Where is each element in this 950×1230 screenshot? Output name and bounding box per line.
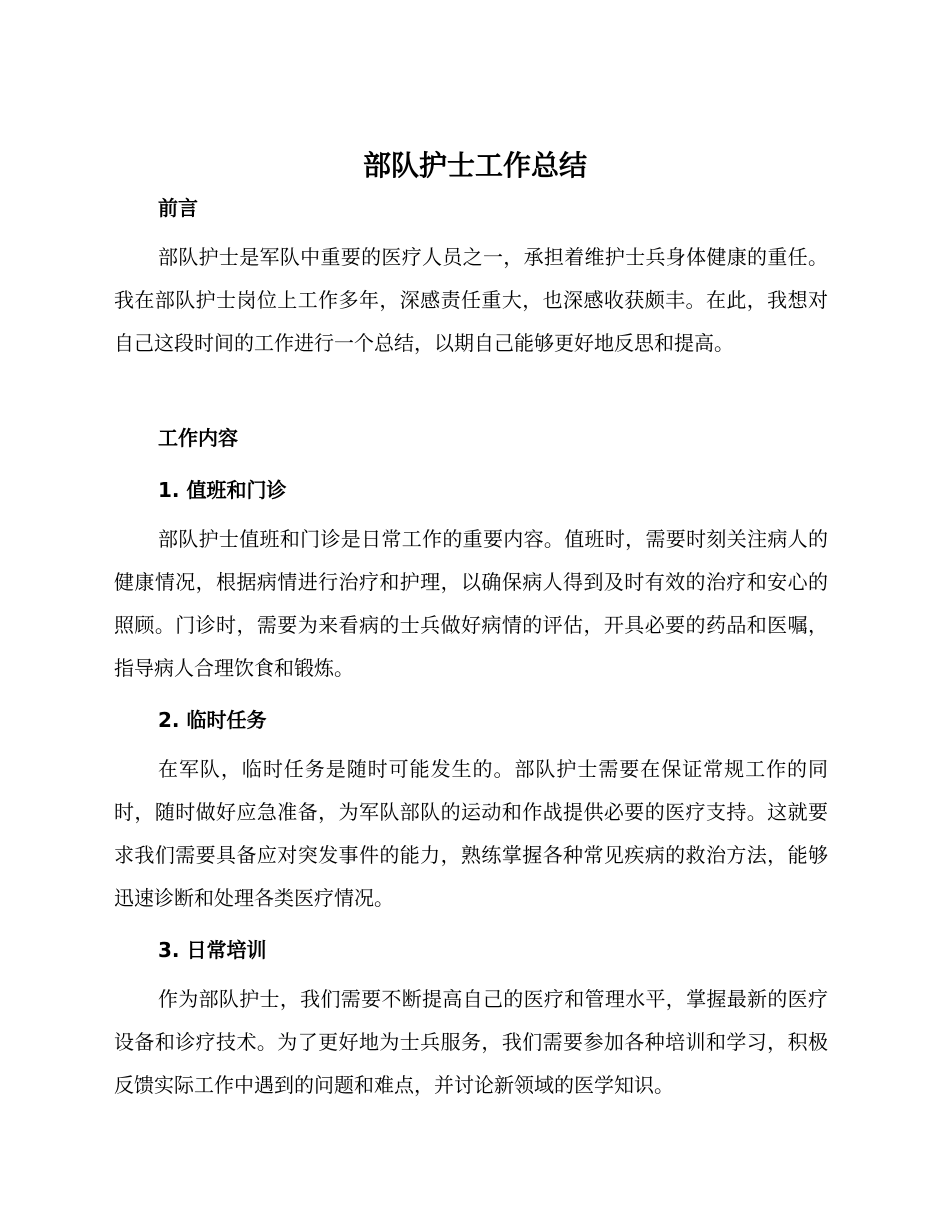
section-paragraph-daily-training: 作为部队护士，我们需要不断提高自己的医疗和管理水平，掌握最新的医疗设备和诊疗技术。为了更好地为士兵服务，我们需要参加各种培训和学习，积极反馈实际工作中遇到的问题和难点，并讨论新领域的医学知识。 (114, 987, 828, 1097)
document-title: 部队护士工作总结 (362, 149, 587, 182)
section-paragraph-duty-clinic: 部队护士值班和门诊是日常工作的重要内容。值班时，需要时刻关注病人的健康情况，根据病情进行治疗和护理，以确保病人得到及时有效的治疗和安心的照顾。门诊时，需要为来看病的士兵做好病情的评估，开具必要的药品和医嘱，指导病人合理饮食和锻炼。 (114, 527, 828, 680)
section-paragraph-preface: 部队护士是军队中重要的医疗人员之一，承担着维护士兵身体健康的重任。我在部队护士岗位上工作多年，深感责任重大，也深感收获颇丰。在此，我想对自己这段时间的工作进行一个总结，以期自己能够更好地反思和提高。 (114, 245, 828, 355)
section-paragraph-temporary-tasks: 在军队，临时任务是随时可能发生的。部队护士需要在保证常规工作的同时，随时做好应急准备，为军队部队的运动和作战提供必要的医疗支持。这就要求我们需要具备应对突发事件的能力，熟练掌握各种常见疾病的救治方法，能够迅速诊断和处理各类医疗情况。 (114, 757, 828, 910)
section-heading-preface: 前言 (158, 196, 198, 220)
section-heading-duty-clinic: 1. 值班和门诊 (158, 478, 287, 502)
section-heading-temporary-tasks: 2. 临时任务 (158, 708, 267, 732)
section-heading-work-content: 工作内容 (158, 426, 238, 450)
section-heading-daily-training: 3. 日常培训 (158, 938, 267, 962)
